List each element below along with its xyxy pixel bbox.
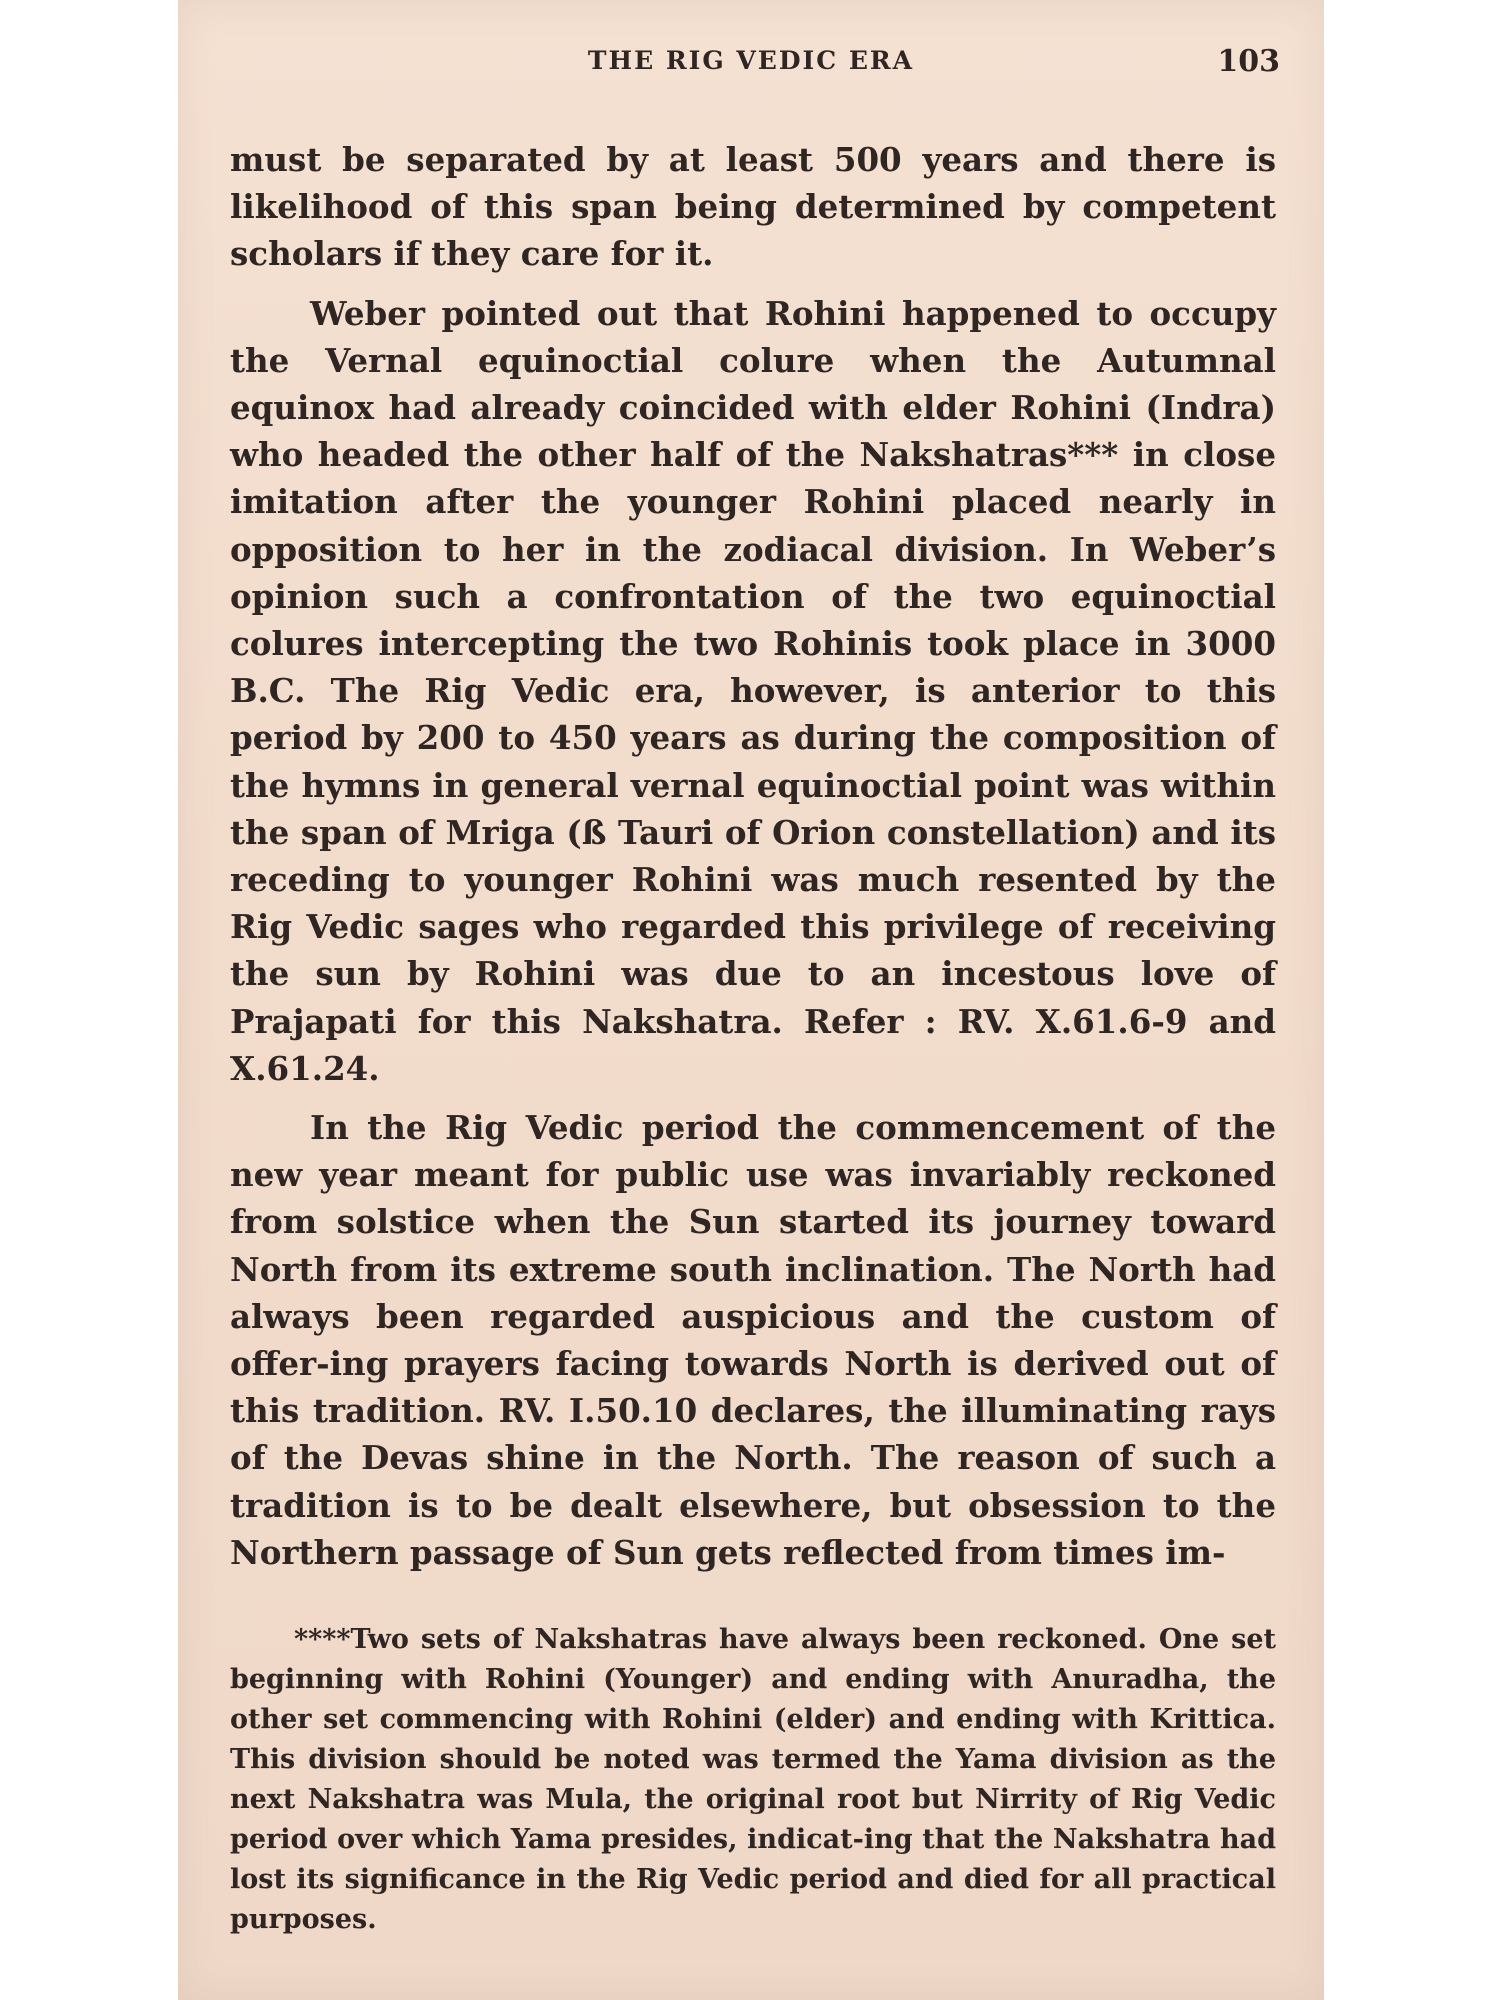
- book-page: [178, 0, 1324, 2000]
- paragraph-new-year: In the Rig Vedic period the commencement of the new year meant for public use was invariably reckoned from solstice when the Sun started its journey toward North from its extreme south inclination. The North had always been regarded auspicious and the custom of offer-ing prayers facing towards North is derived out of this tradition. RV. I.50.10 declares, the illuminating rays of the Devas shine in the North. The reason of such a tradition is to be dealt elsewhere, but obsession to the Northern passage of Sun gets reflected from times im-: [230, 1108, 1276, 1572]
- running-head: THE RIG VEDIC ERA: [587, 46, 915, 75]
- footnote-text: ****Two sets of Nakshatras have always been reckoned. One set beginning with Rohini (Younger) and ending with Anuradha, the other set commencing with Rohini (elder) and ending with Krittica. This division should be noted was termed the Yama division as the next Nakshatra was Mula, the original root but Nirrity of Rig Vedic period over which Yama presides, indicat-ing that the Nakshatra had lost its significance in the Rig Vedic period and died for all practical purposes.: [230, 1624, 1276, 1935]
- paragraph-weber: Weber pointed out that Rohini happened to occupy the Vernal equinoctial colure when the Autumnal equinox had already coincided with elder Rohini (Indra) who headed the other half of the Nakshatras*** in close imitation after the younger Rohini placed nearly in opposition to her in the zodiacal division. In Weber’s opinion such a confrontation of the two equinoctial colures intercepting the two Rohinis took place in 3000 B.C. The Rig Vedic era, however, is anterior to this period by 200 to 450 years as during the composition of the hymns in general vernal equinoctial point was within the span of Mriga (ß Tauri of Orion constellation) and its receding to younger Rohini was much resented by the Rig Vedic sages who regarded this privilege of receiving the sun by Rohini was due to an incestous love of Prajapati for this Nakshatra. Refer : RV. X.61.6-9 and X.61.24.: [230, 293, 1276, 1088]
- paragraph-continuation: must be separated by at least 500 years and there is likelihood of this span being determined by competent scholars if they care for it.: [230, 140, 1276, 274]
- body-text: [230, 136, 1276, 1588]
- footnote: [230, 1620, 1276, 1940]
- page-number: 103: [1217, 44, 1280, 79]
